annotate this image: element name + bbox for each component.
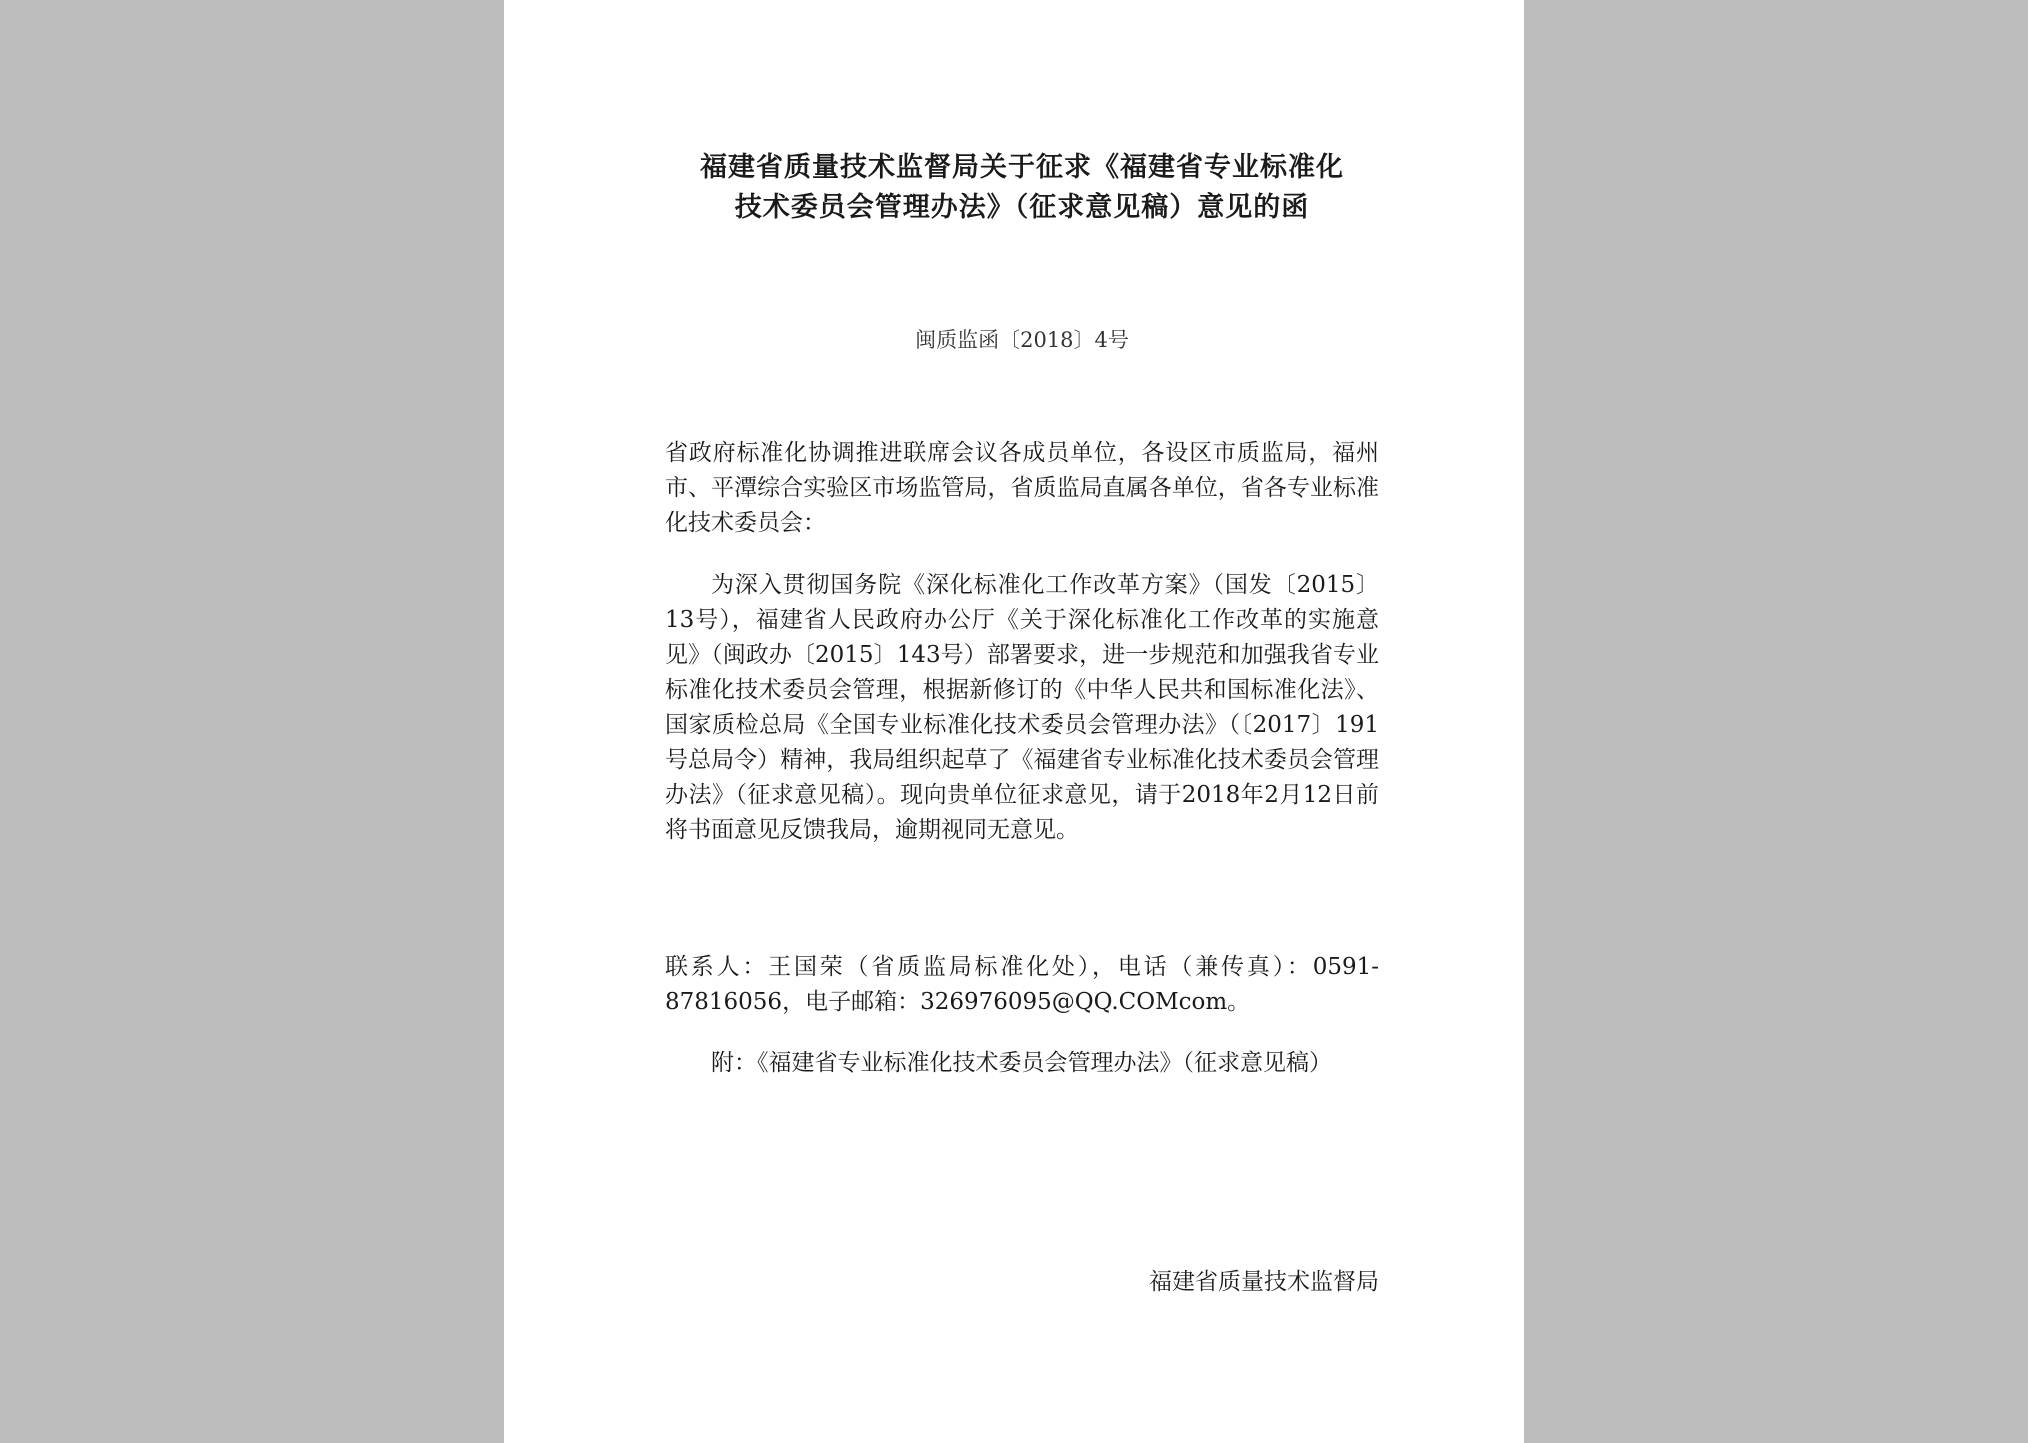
issuer-signature: 福建省质量技术监督局	[1149, 1269, 1379, 1295]
contact-paragraph: 联系人：王国荣（省质监局标准化处），电话（兼传真）：0591-87816056，电子邮箱：326976095@QQ.COMcom。	[665, 954, 1379, 1015]
attachment-paragraph: 附：《福建省专业标准化技术委员会管理办法》（征求意见稿）	[711, 1050, 1332, 1076]
title-line-2: 技术委员会管理办法》（征求意见稿）意见的函	[734, 192, 1310, 223]
document-number: 闽质监函〔2018〕4号	[915, 328, 1129, 352]
addressee-paragraph: 省政府标准化协调推进联席会议各成员单位，各设区市质监局，福州市、平潭综合实验区市场监管局，省质监局直属各单位，省各专业标准化技术委员会：	[665, 440, 1379, 536]
title-line-1: 福建省质量技术监督局关于征求《福建省专业标准化	[700, 152, 1344, 183]
body-paragraph: 为深入贯彻国务院《深化标准化工作改革方案》（国发〔2015〕13号），福建省人民政府办公厅《关于深化标准化工作改革的实施意见》（闽政办〔2015〕143号）部署要求，进一步规范和加强我省专业标准化技术委员会管理，根据新修订的《中华人民共和国标准化法》、国家质检总局《全国专业标准化技术委员会管理办法》（〔2017〕191号总局令）精神，我局组织起草了《福建省专业标准化技术委员会管理办法》（征求意见稿）。现向贵单位征求意见，请于2018年2月12日前将书面意见反馈我局，逾期视同无意见。	[665, 572, 1379, 843]
document-title	[665, 148, 1379, 228]
document-page	[504, 0, 1524, 1443]
